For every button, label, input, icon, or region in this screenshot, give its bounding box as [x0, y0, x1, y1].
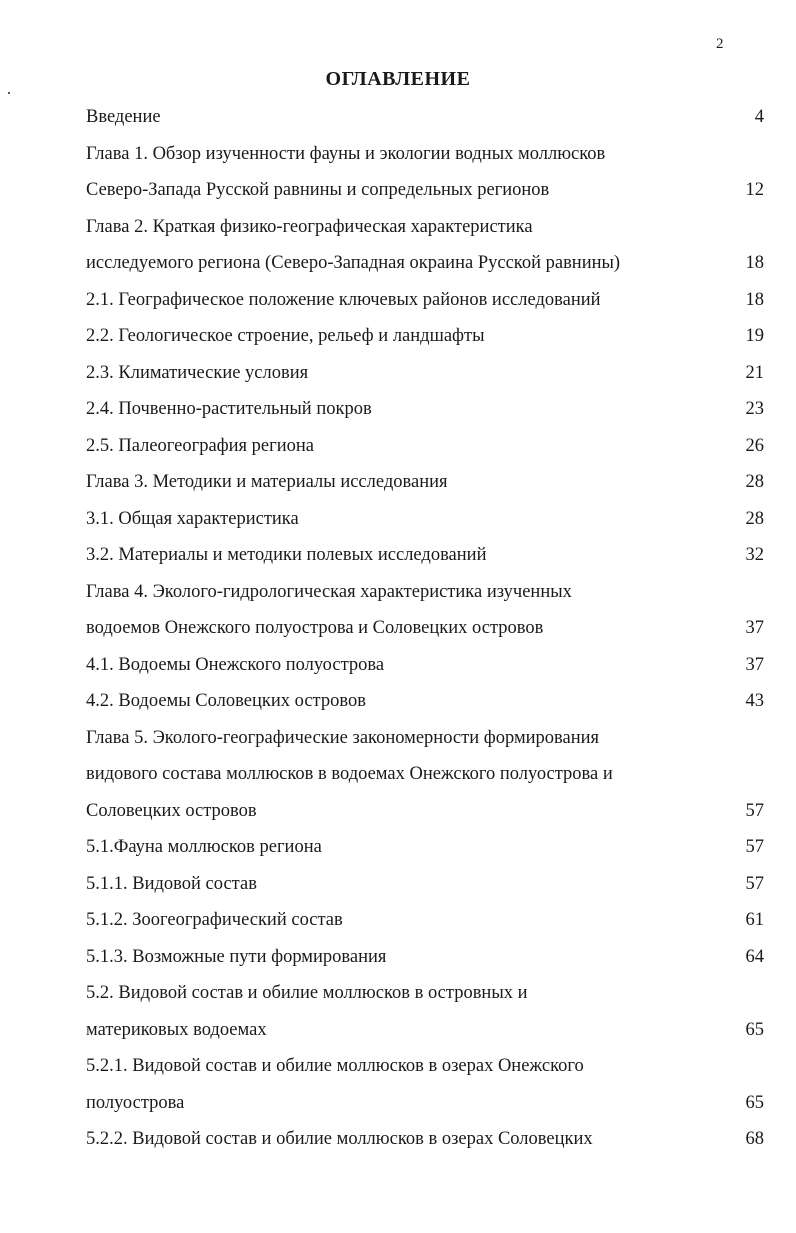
toc-page-number: 32: [745, 545, 764, 565]
toc-page-number: 65: [745, 1019, 764, 1040]
toc-entry-text: Введение: [86, 107, 161, 127]
toc-entry: [86, 866, 766, 903]
toc-page-number: 12: [745, 180, 764, 200]
toc-entry-text: 3.1. Общая характеристика: [86, 508, 299, 529]
toc-entry-text: материковых водоемах: [86, 1019, 267, 1040]
toc-page-number: 57: [745, 873, 764, 894]
table-of-contents: [86, 99, 766, 1158]
toc-page-number: 68: [745, 1129, 764, 1149]
toc-entry: [86, 683, 766, 720]
toc-entry: [86, 975, 766, 1048]
toc-entry: [86, 939, 766, 976]
toc-entry-text: 5.2. Видовой состав и обилие моллюсков в островных и: [86, 983, 528, 1003]
toc-page-number: 65: [745, 1092, 764, 1113]
toc-entry-text: исследуемого региона (Северо-Западная окраина Русской равнины): [86, 253, 621, 273]
toc-page-number: 57: [745, 800, 764, 821]
toc-entry: [86, 647, 766, 684]
toc-page-number: 18: [745, 289, 764, 310]
toc-entry: [86, 428, 766, 465]
toc-entry: [86, 282, 766, 319]
toc-entry-text: 5.2.1. Видовой состав и обилие моллюсков в озерах Онежского: [86, 1056, 584, 1076]
toc-entry: [86, 391, 766, 428]
toc-page-number: 21: [745, 362, 764, 383]
toc-entry-text: Глава 2. Краткая физико-географическая характеристика: [86, 216, 533, 237]
toc-entry-text: 2.3. Климатические условия: [86, 362, 309, 383]
page-title: ОГЛАВЛЕНИЕ: [325, 68, 471, 90]
toc-entry-text: 5.1.1. Видовой состав: [86, 873, 257, 894]
toc-page-number: 64: [745, 946, 764, 967]
toc-entry-text: 5.2.2. Видовой состав и обилие моллюсков в озерах Соловецких: [86, 1129, 593, 1149]
toc-entry-text: Глава 3. Методики и материалы исследования: [86, 472, 448, 492]
toc-page-number: 28: [745, 472, 764, 492]
toc-page-number: 26: [745, 435, 764, 456]
toc-page-number: 23: [745, 399, 764, 419]
toc-entry-text: 4.2. Водоемы Соловецких островов: [86, 691, 366, 711]
toc-entry: [86, 574, 766, 647]
toc-entry-text: 3.2. Материалы и методики полевых исследований: [86, 545, 487, 565]
toc-entry: [86, 318, 766, 355]
toc-page-number: 37: [745, 654, 764, 675]
toc-entry-text: Глава 4. Эколого-гидрологическая характеристика изученных: [86, 581, 572, 602]
toc-entry: [86, 902, 766, 939]
toc-entry: [86, 537, 766, 574]
toc-entry-text: 2.4. Почвенно-растительный покров: [86, 399, 372, 419]
toc-entry-text: 4.1. Водоемы Онежского полуострова: [86, 654, 385, 675]
toc-entry: [86, 355, 766, 392]
toc-entry-text: Соловецких островов: [86, 800, 257, 821]
toc-page-number: 18: [745, 253, 764, 273]
toc-page-number: 37: [745, 618, 764, 638]
toc-entry: [86, 829, 766, 866]
toc-page-number: 57: [745, 837, 764, 857]
toc-entry-text: 5.1.2. Зоогеографический состав: [86, 910, 343, 930]
toc-entry: [86, 99, 766, 136]
toc-entry-text: 2.5. Палеогеография региона: [86, 435, 314, 456]
toc-entry-text: Северо-Запада Русской равнины и сопредельных регионов: [86, 180, 550, 200]
toc-entry-text: Глава 5. Эколого-географические закономерности формирования: [86, 727, 600, 748]
toc-entry-text: 2.1. Географическое положение ключевых районов исследований: [86, 289, 601, 310]
page-number: 2: [716, 36, 724, 52]
toc-page-number: 61: [745, 910, 764, 930]
toc-page-number: 4: [754, 107, 764, 127]
toc-entry: [86, 1121, 766, 1158]
toc-entry-text: водоемов Онежского полуострова и Соловецких островов: [86, 618, 544, 638]
scan-speck: [8, 92, 10, 94]
toc-entry-text: полуострова: [86, 1092, 185, 1113]
toc-entry: [86, 464, 766, 501]
toc-page-number: 19: [745, 326, 764, 346]
toc-entry: [86, 136, 766, 209]
toc-entry-text: 2.2. Геологическое строение, рельеф и ландшафты: [86, 326, 485, 346]
toc-entry-text: 5.1.3. Возможные пути формирования: [86, 946, 387, 967]
toc-page-number: 43: [745, 691, 764, 711]
toc-entry: [86, 1048, 766, 1121]
toc-entry-text: видового состава моллюсков в водоемах Онежского полуострова и: [86, 764, 613, 784]
toc-page-number: 28: [745, 508, 764, 529]
toc-entry-text: Глава 1. Обзор изученности фауны и экологии водных моллюсков: [86, 143, 606, 164]
toc-entry: [86, 720, 766, 830]
toc-entry-text: 5.1.Фауна моллюсков региона: [86, 837, 322, 857]
toc-entry: [86, 209, 766, 282]
toc-entry: [86, 501, 766, 538]
